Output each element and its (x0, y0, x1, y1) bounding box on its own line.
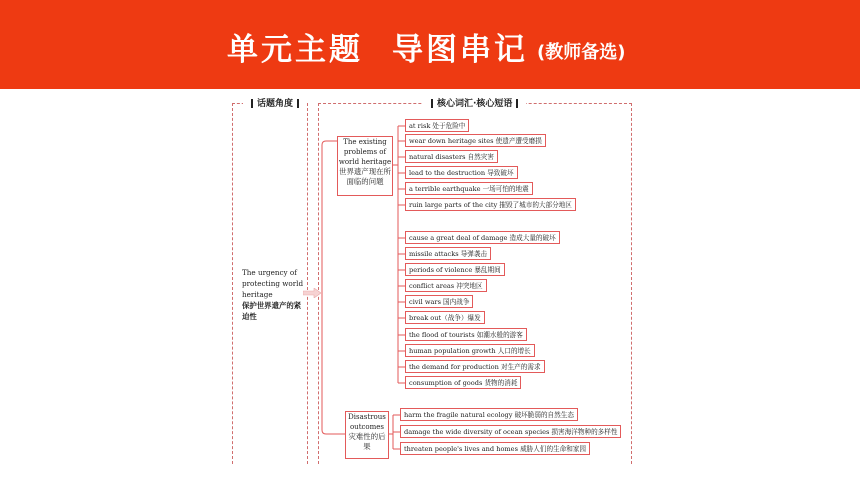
root-english: The urgency of protecting world heritage (242, 268, 304, 299)
phrase-item: civil wars 国内战争 (405, 295, 473, 308)
phrase-item: periods of violence 暴乱期间 (405, 263, 505, 276)
banner-subtitle: (教师备选) (537, 42, 626, 63)
root-chinese: 保护世界遗产的紧迫性 (242, 301, 302, 321)
phrase-item: wear down heritage sites 使遗产遭受磨损 (405, 134, 546, 147)
phrase-item: ruin large parts of the city 摧毁了城市的大部分地区 (405, 198, 576, 211)
phrase-item: consumption of goods 货物的消耗 (405, 376, 521, 389)
phrase-item: break out（战争）爆发 (405, 311, 485, 324)
hub-2-chinese: 灾难性的后果 (348, 432, 386, 451)
core-vocab-title: 核心词汇·核心短语 (423, 96, 526, 109)
phrase-item: conflict areas 冲突地区 (405, 279, 487, 292)
phrase-item: lead to the destruction 导致破坏 (405, 166, 518, 179)
hub-existing-problems (337, 136, 393, 196)
hub-1-english: The existing problems of world heritage (338, 138, 392, 166)
banner-title-2: 导图串记 (392, 32, 528, 68)
hub-1-chinese: 世界遗产现在所面临的问题 (339, 167, 391, 186)
phrase-item: natural disasters 自然灾害 (405, 150, 498, 163)
topic-angle-title: 话题角度 (243, 96, 307, 109)
root-node (242, 267, 306, 322)
phrase-item: a terrible earthquake 一场可怕的地震 (405, 182, 533, 195)
phrase-item: harm the fragile natural ecology 破坏脆弱的自然生态 (400, 408, 578, 421)
hub-2-english: Disastrous outcomes (348, 413, 386, 431)
phrase-item: cause a great deal of damage 造成大量的破坏 (405, 231, 560, 244)
phrase-item: missile attacks 导弹袭击 (405, 247, 491, 260)
phrase-item: damage the wide diversity of ocean species 损害海洋物种的多样性 (400, 425, 621, 438)
phrase-item: at risk 处于危险中 (405, 119, 469, 132)
hub-disastrous-outcomes (345, 411, 389, 459)
banner-title-1: 单元主题 (227, 32, 363, 68)
phrase-item: human population growth 人口的增长 (405, 344, 535, 357)
phrase-item: the flood of tourists 如潮水般的游客 (405, 328, 527, 341)
phrase-item: threaten people's lives and homes 威胁人们的生命和家园 (400, 442, 590, 455)
phrase-item: the demand for production 对生产的需求 (405, 360, 545, 373)
right-arrow-icon (303, 288, 321, 298)
